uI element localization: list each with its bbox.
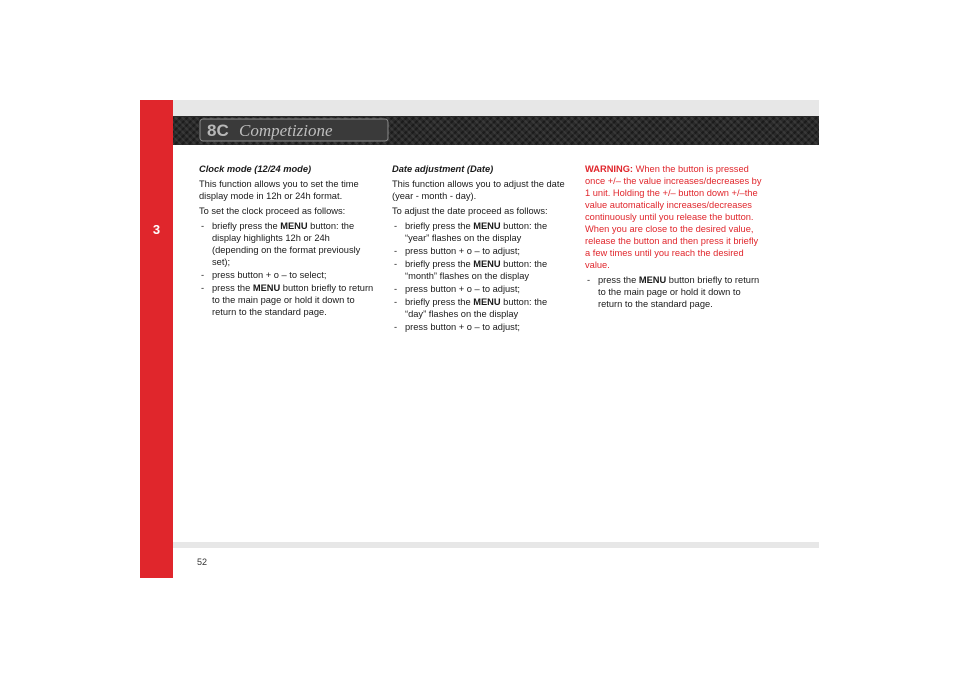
list-item: - press the MENU button briefly to return to the main page or hold it down to return to the standard page. [585, 274, 763, 310]
list-item: - briefly press the MENU button: the “month” flashes on the display [392, 258, 570, 282]
steps-list [392, 220, 570, 333]
menu-button-label: MENU [252, 283, 281, 293]
menu-button-label: MENU [638, 275, 667, 285]
menu-button-label: MENU [473, 297, 501, 307]
warning-label: WARNING: [585, 164, 634, 174]
header-banner [173, 116, 819, 145]
menu-button-label: MENU [280, 221, 308, 231]
list-item: - press button + o – to adjust; [392, 283, 570, 295]
header-strip [173, 100, 819, 116]
section-heading: Clock mode (12/24 mode) [199, 164, 312, 174]
list-item: - briefly press the MENU button: the display highlights 12h or 24h (depending on the format previously set); [199, 220, 377, 268]
section-intro: This function allows you to set the time display mode in 12h or 24h format. [199, 179, 359, 201]
footer-strip [173, 542, 819, 548]
brand-logo [199, 118, 389, 142]
section-intro: This function allows you to adjust the date (year - month - day). [392, 179, 565, 201]
steps-list [585, 274, 763, 310]
steps-lead: To set the clock proceed as follows: [199, 206, 346, 216]
menu-button-label: MENU [473, 221, 501, 231]
warning-text: WARNING: When the button is pressed once +/– the value increases/decreases by 1 unit. Holding the +/– button down +/–the value automatically increases/decreases continuously until you release the button. When you are close to the desired value, release the button and then press it briefly a few times until you reach the desired value. [585, 164, 762, 270]
list-item: - press button + o – to adjust; [392, 321, 570, 333]
section-heading: Date adjustment (Date) [392, 164, 494, 174]
list-item: - press button + o – to select; [199, 269, 377, 281]
date-adjustment-section [392, 163, 570, 334]
steps-lead: To adjust the date proceed as follows: [392, 206, 548, 216]
list-item: - press button + o – to adjust; [392, 245, 570, 257]
clock-mode-section [199, 163, 377, 319]
page-number: 52 [197, 557, 208, 567]
chapter-number: 3 [152, 222, 161, 237]
menu-button-label: MENU [473, 259, 501, 269]
svg-text:8C: 8C [207, 121, 229, 140]
steps-list [199, 220, 377, 318]
list-item: - briefly press the MENU button: the “day” flashes on the display [392, 296, 570, 320]
list-item: - briefly press the MENU button: the “year” flashes on the display [392, 220, 570, 244]
warning-section [585, 163, 763, 311]
chapter-tab [140, 100, 173, 578]
svg-text:Competizione: Competizione [239, 121, 333, 140]
list-item: - press the MENU button briefly to return to the main page or hold it down to return to the standard page. [199, 282, 377, 318]
